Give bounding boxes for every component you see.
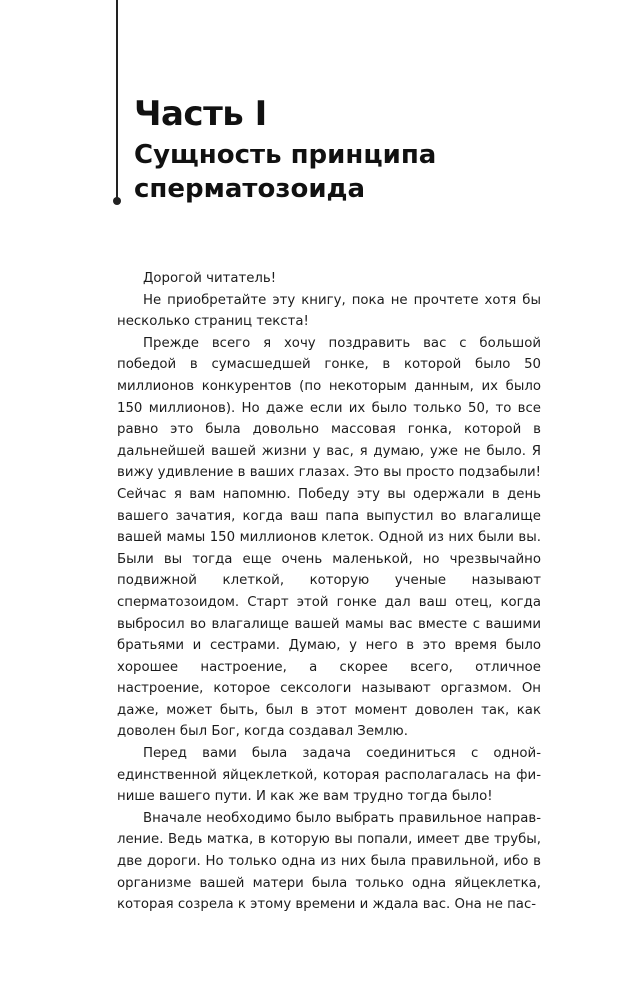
paragraph-greeting: Дорогой читатель! xyxy=(143,271,277,286)
paragraph-task: Перед вами была задача соединиться с одной-единственной яйцеклеткой, которая располагалась на финише вашего пути. И как же вам трудно тогда было! xyxy=(117,746,541,805)
chapter-rule-dot xyxy=(113,197,121,205)
body-text xyxy=(117,268,541,916)
paragraph-direction: Вначале необходимо было выбрать правильное направление. Ведь матка, в которую вы попали, имеет две трубы, две дороги. Но только одна из них была правильной, ибо в организме вашей матери была только одна яйцеклетка, которая созрела к этому времени и ждала вас. Она не пас- xyxy=(117,810,541,913)
paragraph-race: Прежде всего я хочу поздравить вас с большой победой в сумасшедшей гонке, в которой было 50 миллионов конкурентов (по некоторым данным, их было 150 миллионов). Но даже если их было только 50, то все равно это была довольно массовая гонка, которой в дальнейшей вашей жизни у вас, я думаю, уже не было. Я вижу удивление в ваших глазах. Это вы просто подзабыли! Сейчас я вам напомню. Победу эту вы одержали в день вашего зачатия, когда ваш папа выпустил во влагалище вашей мамы 150 миллионов клеток. Одной из них были вы. Были вы тогда еще очень маленькой, но чрезвычайно подвижной клеткой, которую ученые называют сперматозоидом. Старт этой гонке дал ваш отец, когда выбросил во влагалище вашей мамы вас вместе с вашими братьями и сестрами. Думаю, у него в это время было хорошее настроение, а скорее всего, отличное настроение, которое сексологи называют оргазмом. Он даже, может быть, был в этот момент доволен так, как доволен был Бог, когда создавал Землю. xyxy=(117,335,541,740)
chapter-title xyxy=(134,138,436,206)
chapter-title-line-2: сперматозоида xyxy=(134,174,366,204)
part-title: Часть I xyxy=(134,94,267,134)
paragraph-intro: Не приобретайте эту книгу, пока не прочтете хотя бы несколько страниц текста! xyxy=(117,292,541,330)
chapter-margin-rule xyxy=(116,0,118,200)
chapter-title-line-1: Сущность принципа xyxy=(134,140,437,170)
